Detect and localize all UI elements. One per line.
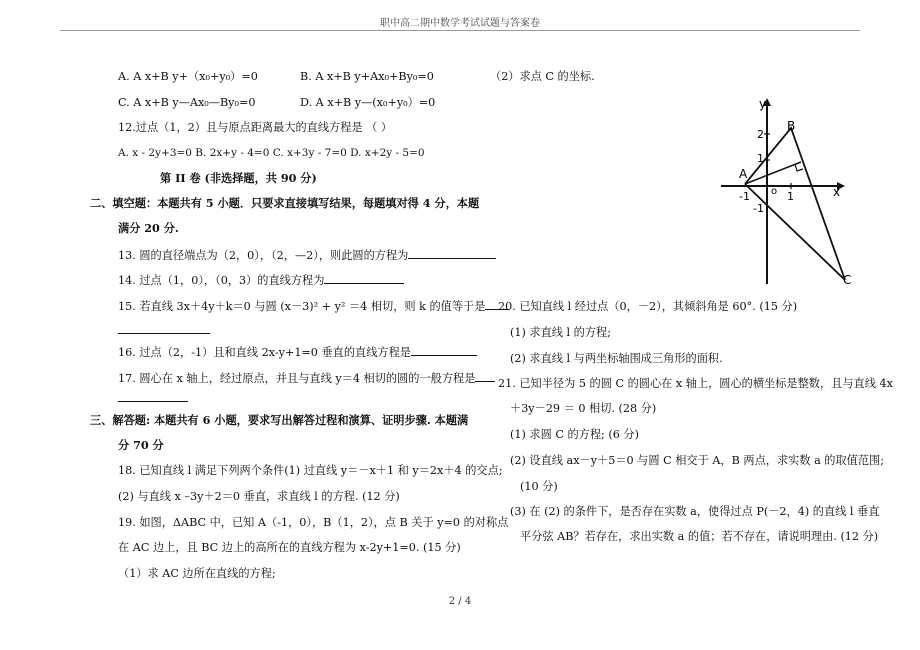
q20-stem: 20. 已知直线 l 经过点（0，－2），其倾斜角是 60°. (15 分) — [498, 300, 798, 313]
q20-part1: (1) 求直线 l 的方程; — [510, 326, 611, 339]
q11-option-b: B. A x+B y+Ax₀+By₀=0 — [300, 70, 434, 83]
q16-answer-blank[interactable] — [411, 344, 477, 356]
q11-option-c: C. A x+B y—Ax₀—By₀=0 — [118, 96, 256, 109]
point-a-label: A — [739, 167, 748, 181]
page-header-title: 职中高二期中数学考试试题与答案卷 — [380, 18, 540, 29]
q19-part1: （1）求 AC 边所在直线的方程; — [118, 567, 276, 580]
y-axis-label: y — [759, 97, 767, 111]
q21-part1: (1) 求圆 C 的方程; (6 分) — [510, 428, 639, 441]
part2-title: 第 II 卷 (非选择题，共 90 分) — [160, 171, 317, 185]
q14-answer-blank[interactable] — [324, 272, 404, 284]
q17-answer-blank-a[interactable] — [475, 370, 495, 382]
q18-stem: 18. 已知直线 l 满足下列两个条件(1) 过直线 y＝－x＋1 和 y＝2x＋4 的交点; — [118, 464, 503, 477]
q18-stem-cont: (2) 与直线 x –3y＋2＝0 垂直，求直线 l 的方程. (12 分) — [118, 490, 400, 503]
origin-label: o — [771, 186, 778, 197]
triangle-figure-svg — [715, 94, 855, 294]
q13-text — [118, 247, 496, 263]
triangle-figure — [715, 94, 855, 298]
q14-stem: 14. 过点（1，0），（0，3）的直线方程为 — [118, 274, 325, 287]
point-b-label: B — [787, 119, 796, 133]
q19-stem-cont: 在 AC 边上，且 BC 边上的高所在的直线方程为 x-2y+1=0. (15 分) — [118, 541, 461, 554]
fill-section-title-cont: 满分 20 分. — [118, 221, 179, 235]
x-tick-label-1: 1 — [787, 190, 794, 203]
q15-text — [118, 298, 509, 314]
q21-part2-score: (10 分) — [520, 480, 558, 493]
y-tick-label-2: 2 — [757, 128, 764, 141]
q21-part3: (3) 在 (2) 的条件下，是否存在实数 a，使得过点 P(－2，4) 的直线 l 垂直 — [510, 505, 880, 518]
q21-stem: 21. 已知半径为 5 的圆 C 的圆心在 x 轴上，圆心的横坐标是整数，且与直线 4x — [498, 377, 893, 390]
x-tick-label-neg1: -1 — [739, 190, 750, 203]
q13-answer-blank[interactable] — [408, 247, 496, 259]
q12-stem: 12.过点（1，2）且与原点距离最大的直线方程是 （ ） — [118, 121, 393, 134]
q17-answer-blank-b[interactable] — [118, 390, 188, 402]
q15-stem: 15. 若直线 3x＋4y＋k＝0 与圆 (x－3)² + y² ＝4 相切，则 k 的值等于是 — [118, 300, 486, 313]
header-rule — [60, 30, 860, 31]
y-tick-label-neg1: -1 — [753, 202, 764, 215]
q15-answer-blank-b[interactable] — [118, 322, 210, 334]
x-axis-label: x — [833, 185, 841, 199]
q16-stem: 16. 过点（2，-1）且和直线 2x-y+1=0 垂直的直线方程是 — [118, 346, 411, 359]
point-c-label: C — [843, 273, 852, 287]
q21-part3-cont: 平分弦 AB？若存在，求出实数 a 的值；若不存在，请说明理由. (12 分) — [520, 530, 879, 543]
page-number: 2 / 4 — [448, 596, 472, 607]
fill-section-title: 二、填空题：本题共有 5 小题．只要求直接填写结果，每题填对得 4 分，本题 — [90, 196, 480, 210]
q16-text — [118, 344, 477, 360]
y-tick-label-1: 1 — [757, 152, 764, 165]
q20-part2: (2) 求直线 l 与两坐标轴围成三角形的面积. — [510, 352, 723, 365]
q17-stem: 17. 圆心在 x 轴上，经过原点，并且与直线 y＝4 相切的圆的一般方程是 — [118, 372, 476, 385]
q11-option-d: D. A x+B y—(x₀+y₀）=0 — [300, 96, 436, 109]
q17-text-cont — [118, 390, 188, 406]
q17-text — [118, 370, 495, 386]
solve-section-title: 三、解答题: 本题共有 6 小题，要求写出解答过程和演算、证明步骤. 本题满 — [90, 413, 469, 427]
q14-text — [118, 272, 404, 288]
q11-option-a: A. A x+B y+（x₀+y₀）=0 — [118, 70, 258, 83]
q21-part2: (2) 设直线 ax－y＋5＝0 与圆 C 相交于 A，B 两点，求实数 a 的取值范围; — [510, 454, 885, 467]
right-angle-mark — [795, 164, 803, 171]
q19-part2: （2）求点 C 的坐标. — [490, 70, 595, 83]
q19-stem: 19. 如图，ΔABC 中，已知 A（-1，0），B（1，2），点 B 关于 y=0 的对称点 — [118, 516, 509, 529]
q21-stem-cont: ＋3y－29 ＝ 0 相切. (28 分) — [510, 402, 657, 415]
q13-stem: 13. 圆的直径端点为（2，0），（2，—2），则此圆的方程为 — [118, 249, 409, 262]
q12-options: A. x - 2y+3=0 B. 2x+y - 4=0 C. x+3y - 7=0 D. x+2y - 5=0 — [118, 147, 425, 159]
q15-text-cont — [118, 322, 210, 338]
solve-section-title-cont: 分 70 分 — [118, 438, 164, 452]
